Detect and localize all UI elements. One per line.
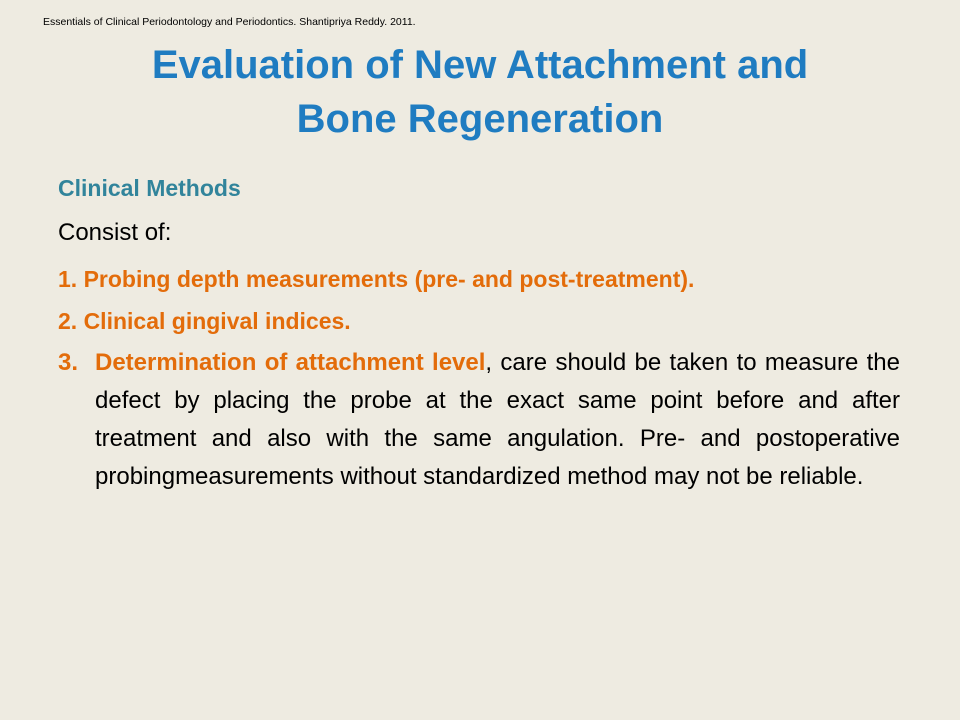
subheading: Clinical Methods (58, 175, 241, 201)
slide-title (0, 38, 960, 146)
list-item-2: 2. Clinical gingival indices. (58, 308, 351, 334)
intro-text: Consist of: (58, 219, 172, 246)
list-item-1: 1. Probing depth measurements (pre- and post-treatment). (58, 266, 695, 292)
list-item-3-number: 3. (58, 349, 79, 376)
title-line-2: Bone Regeneration (296, 97, 664, 141)
citation: Essentials of Clinical Periodontology and Periodontics. Shantipriya Reddy. 2011. (43, 16, 416, 28)
title-line-1: Evaluation of New Attachment and (151, 43, 809, 87)
list-item-3-body (95, 344, 900, 496)
list-item-3-text: , care should be taken to measure the defect by placing the probe at the exact same point before and after treatment and also with the same angulation. Pre- and postoperative probingmeasurements without standardized method may not be reliable. (95, 349, 900, 490)
list-item-3-lead: Determination of attachment level (95, 349, 486, 376)
slide-content (58, 172, 900, 496)
list-item-3 (58, 344, 900, 496)
